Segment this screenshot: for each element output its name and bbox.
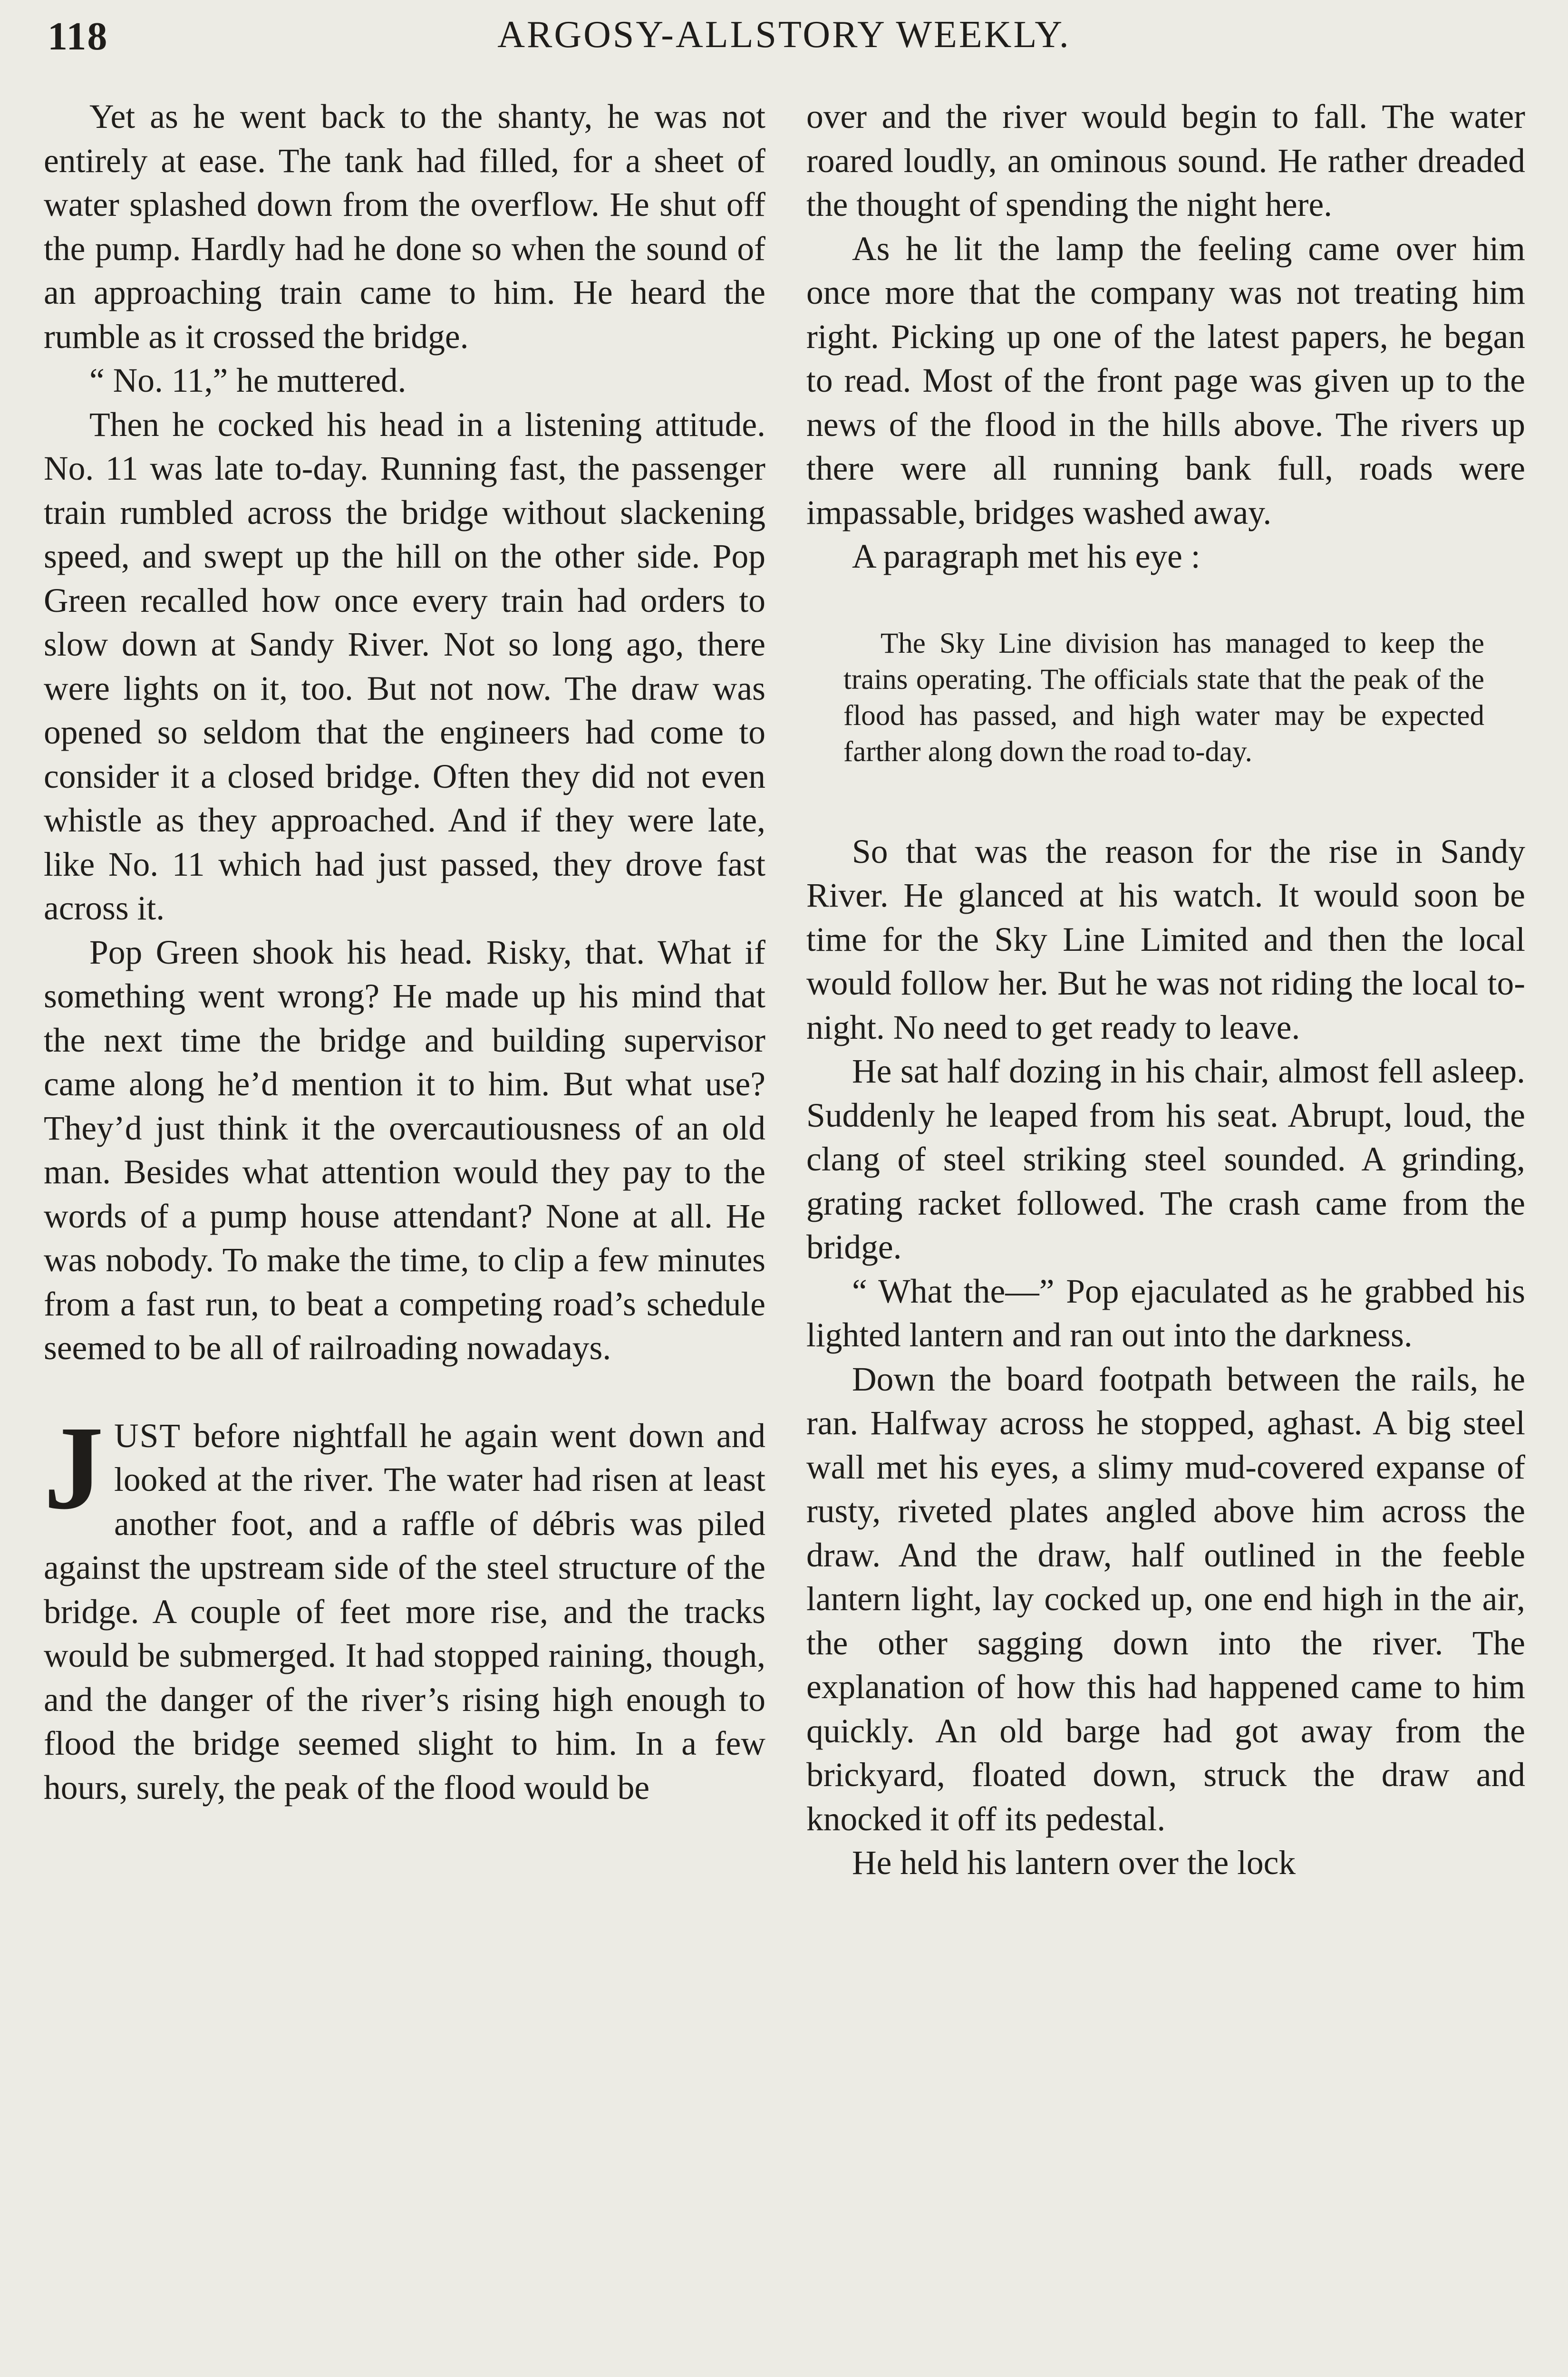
paragraph: Pop Green shook his head. Risky, that. What if something went wrong? He made up his mind that the next time the bridge and building supervisor came along he’d mention it to him. But what use? They’d just think it the overcautiousness of an old man. Besides what attention would they pay to the words of a pump house attendant? None at all. He was nobody. To make the time, to clip a few minutes from a fast run, to beat a competing road’s schedule seemed to be all of railroading nowadays. — [44, 933, 765, 1367]
quote-text: The Sky Line division has managed to keep the trains operating. The officials state that the peak of the flood has passed, and high water may be expected farther along down the road to-day. — [843, 627, 1484, 768]
paragraph: “ No. 11,” he muttered. — [89, 362, 407, 399]
paragraph: So that was the reason for the rise in Sandy River. He glanced at his watch. It would soon be time for the Sky Line Limited and then the local would follow her. But he was not riding the local to-night. No need to get ready to leave. — [806, 832, 1525, 1046]
paragraph: Yet as he went back to the shanty, he was not entirely at ease. The tank had filled, for a sheet of water splashed down from the overflow. He shut off the pump. Hardly had he done so when the sound of an approaching train came to him. He heard the rumble as it crossed the bridge. — [44, 98, 765, 356]
dropcap-paragraph-text: before nightfall he again went down and looked at the river. The water had risen at least another foot, and a raffle of débris was piled against the upstream side of the steel structure of the bridge. A couple of feet more rise, and the tracks would be submerged. It had stopped raining, though, and the danger of the river’s rising high enough to flood the bridge seemed slight to him. In a few hours, surely, the peak of the flood would be — [44, 1417, 765, 1807]
running-head: ARGOSY-ALLSTORY WEEKLY. — [497, 14, 1071, 56]
section-break — [44, 1371, 765, 1414]
paragraph: As he lit the lamp the feeling came over him once more that the company was not treating him right. Picking up one of the latest papers, he began to read. Most of the front page was given up to the news of the flood in the hills above. The rivers up there were all running bank full, roads were impassable, bridges washed away. — [806, 230, 1525, 531]
page-number: 118 — [48, 14, 108, 58]
page-header — [33, 10, 1535, 68]
right-column — [806, 95, 1525, 1885]
paragraph: Then he cocked his head in a listening attitude. No. 11 was late to-day. Running fast, the passenger train rumbled across the bridge without slackening speed, and swept up the hill on the other side. Pop Green recalled how once every train had orders to slow down at Sandy River. Not so long ago, there were lights on it, too. But not now. The draw was opened so seldom that the engineers had come to consider it a closed bridge. Often they did not even whistle as they approached. And if they were late, like No. 11 which had just passed, they drove fast across it. — [44, 406, 765, 927]
left-column — [44, 95, 765, 1810]
newspaper-quote — [843, 626, 1484, 770]
paragraph: Down the board footpath between the rails, he ran. Halfway across he stopped, aghast. A big steel wall met his eyes, a slimy mud-covered expanse of rusty, riveted plates angled above him across the draw. And the draw, half outlined in the feeble lantern light, lay cocked up, one end high in the air, the other sagging down into the river. The explanation of how this had happened came to him quickly. An old barge had got away from the brickyard, floated down, struck the draw and knocked it off its pedestal. — [806, 1360, 1525, 1838]
paragraph: He sat half dozing in his chair, almost fell asleep. Suddenly he leaped from his seat. Abrupt, loud, the clang of steel striking steel sounded. A grinding, grating racket followed. The crash came from the bridge. — [806, 1053, 1525, 1266]
drop-cap: J — [44, 1401, 104, 1534]
dropcap-word-rest: UST — [114, 1417, 182, 1455]
dropcap-paragraph — [44, 1401, 765, 1810]
paragraph: A paragraph met his eye : — [852, 538, 1200, 575]
paragraph: He held his lantern over the lock — [852, 1844, 1296, 1882]
paragraph: “ What the—” Pop ejaculated as he grabbed his lighted lantern and ran out into the darkness. — [806, 1272, 1525, 1354]
continued-paragraph: over and the river would begin to fall. The water roared loudly, an ominous sound. He rather dreaded the thought of spending the night here. — [806, 98, 1525, 223]
